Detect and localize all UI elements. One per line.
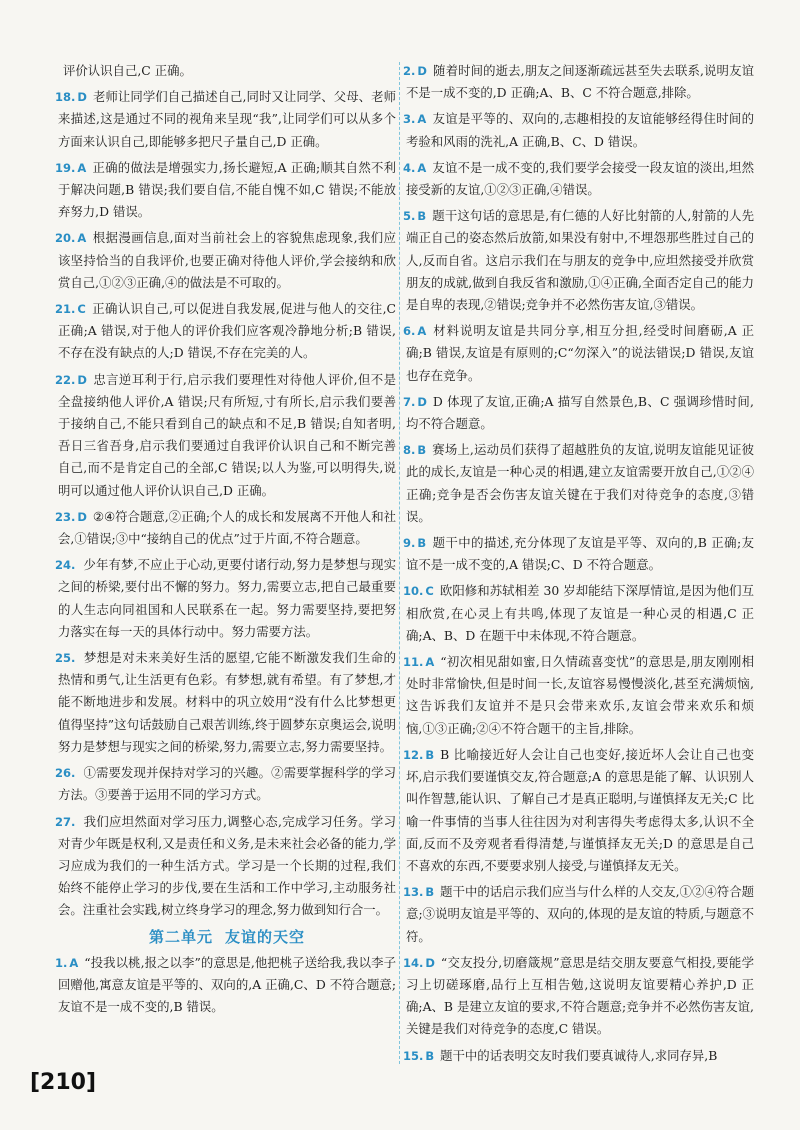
answer-entry: 9. B 题干中的描述,充分体现了友谊是平等、双向的,B 正确;友谊不是一成不变的,A 错误;C、D 不符合题意。 — [403, 535, 754, 573]
answer-entry: 4. A 友谊不是一成不变的,我们要学会接受一段友谊的淡出,坦然接受新的友谊,①②③正确,④错误。 — [403, 159, 754, 198]
answer-entry: 27. 我们应坦然面对学习压力,调整心态,完成学习任务。学习对青少年既是权利,又是责任和义务,是未来社会必备的能力,学习应成为我们的一种生活方式。学习是一个长期的过程,我们始终不能停止学习的步伐,要在生活和工作中学习,主动服务社会。注重社会实践,树立终身学习的理念,努力做到知行合一。 — [55, 813, 396, 918]
answer-entry: 7. D D 体现了友谊,正确;A 描写自然景色,B、C 强调珍惜时间,均不符合题意。 — [403, 393, 754, 432]
unit-name: 友谊的天空 — [225, 927, 306, 946]
answer-entry: 19. A 正确的做法是增强实力,扬长避短,A 正确;顺其自然不利于解决问题,B 错误;我们要自信,不能自愧不如,C 错误;不能放弃努力,D 错误。 — [55, 159, 396, 220]
answer-entry: 23. D ②④符合题意,②正确;个人的成长和发展离不开他人和社会,①错误;③中“接纳自己的优点”过于片面,不符合题意。 — [55, 508, 396, 547]
answer-entry: 14. D “交友投分,切磨箴规”意思是结交朋友要意气相投,要能学习上切磋琢磨,品行上互相告勉,这说明友谊要精心养护,D 正确;A、B 是建立友谊的要求,不符合题意;竞争并不必然伤害友谊,关键是我们对待竞争的态度,C 错误。 — [403, 954, 754, 1037]
answer-entry: 1. A “投我以桃,报之以李”的意思是,他把桃子送给我,我以李子回赠他,寓意友谊是平等的、双向的,A 正确,C、D 不符合题意;友谊不是一成不变的,B 错误。 — [55, 954, 396, 1014]
answer-entry: 26. ①需要发现并保持对学习的兴趣。②需要掌握科学的学习方法。③要善于运用不同的学习方式。 — [55, 765, 396, 803]
left-column — [55, 60, 396, 1022]
answer-entry: 18. D 老师让同学们自己描述自己,同时又让同学、父母、老师来描述,这是通过不同的视角来呈现“我”,让同学们可以从多个方面来认识自己,即能够多把尺子量自己,D 正确。 — [55, 89, 396, 149]
answer-entry: 8. B 赛场上,运动员们获得了超越胜负的友谊,说明友谊能见证彼此的成长,友谊是一种心灵的相遇,建立友谊需要开放自己,①②④正确;竞争是否会伤害友谊关键在于我们对待竞争的态度,③错误。 — [403, 442, 754, 524]
answer-entry: 15. B 题干中的话表明交友时我们要真诚待人,求同存异,B — [403, 1047, 718, 1063]
right-column — [403, 60, 754, 1071]
answer-entry: 2. D 随着时间的逝去,朋友之间逐渐疏远甚至失去联系,说明友谊不是一成不变的,D 正确;A、B、C 不符合题意,排除。 — [403, 63, 754, 101]
answer-entry: 25. 梦想是对未来美好生活的愿望,它能不断激发我们生命的热情和勇气,让生活更有色彩。有梦想,就有希望。有了梦想,才能不断地进步和发展。材料中的巩立姣用“没有什么比梦想更值得坚持”这句话鼓励自己艰苦训练,终于圆梦东京奥运会,说明努力是梦想与现实之间的桥梁,努力,需要立志,努力需要坚持。 — [55, 650, 396, 754]
column-divider — [399, 62, 400, 1064]
answer-entry: 24. 少年有梦,不应止于心动,更要付诸行动,努力是梦想与现实之间的桥梁,要付出不懈的努力。努力,需要立志,把自己最重要的人生志向同祖国和人民联系在一起。努力需要坚持,要把努力落实在每一天的具体行动中。努力需要方法。 — [55, 557, 396, 639]
answer-entry: 11. A “初次相见甜如蜜,日久情疏喜变忧”的意思是,朋友刚刚相处时非常愉快,但是时间一长,友谊容易慢慢淡化,甚至充满烦恼,这告诉我们友谊并不是只会带来欢乐,友谊会带来欢乐和烦恼,①③正确;②④不符合题干的主旨,排除。 — [403, 654, 754, 736]
unit-label: 第二单元 — [148, 927, 213, 946]
answer-entry: 21. C 正确认识自己,可以促进自我发展,促进与他人的交往,C 正确;A 错误,对于他人的评价我们应客观冷静地分析;B 错误,不存在没有缺点的人;D 错误,不存在完美的人。 — [55, 301, 396, 361]
answer-entry: 12. B B 比喻接近好人会让自己也变好,接近坏人会让自己也变坏,启示我们要谨慎交友,符合题意;A 的意思是能了解、认识别人叫作智慧,能认识、了解自己才是真正聪明,与谨慎择友无关;C 比喻一件事情的当事人往往因为对利害得失考虑得太多,认识不全面,反而不及旁观者看得清楚,与谨慎择友无关;D 的意思是自己不喜欢的东西,不要要求别人接受,与谨慎择友无关。 — [403, 746, 754, 873]
answer-entry: 评价认识自己,C 正确。 — [63, 63, 192, 78]
answer-entry: 5. B 题干这句话的意思是,有仁德的人好比射箭的人,射箭的人先端正自己的姿态然后放箭,如果没有射中,不埋怨那些胜过自己的人,反而自省。这启示我们在与朋友的竞争中,应坦然接受并欣赏朋友的成就,做到自我反省和激励,①④正确,全面否定自己的能力是自卑的表现,②错误;竞争并不必然伤害友谊,③错误。 — [403, 208, 754, 313]
answer-entry: 22. D 忠言逆耳利于行,启示我们要理性对待他人评价,但不是全盘接纳他人评价,A 错误;尺有所短,寸有所长,启示我们要善于接纳自己,不能只看到自己的缺点和不足,B 错误;自知者明,吾日三省吾身,启示我们要通过自我评价认识自己和不断完善自己,而不是肯定自己的全部,C 错误;以人为鉴,可以明得失,说明可以通过他人评价认识自己,D 正确。 — [55, 371, 396, 498]
unit-heading — [58, 926, 396, 948]
answer-entry: 20. A 根据漫画信息,面对当前社会上的容貌焦虑现象,我们应该坚持恰当的自我评价,也要正确对待他人评价,学会接纳和欣赏自己,①②③正确,④的做法是不可取的。 — [55, 230, 396, 290]
page-number: [210] — [30, 1070, 97, 1095]
answer-entry: 13. B 题干中的话启示我们应当与什么样的人交友,①②④符合题意;③说明友谊是平等的、双向的,体现的是友谊的特质,与题意不符。 — [403, 884, 754, 944]
answer-entry: 6. A 材料说明友谊是共同分享,相互分担,经受时间磨砺,A 正确;B 错误,友谊是有原则的;C“勿深入”的说法错误;D 错误,友谊也存在竞争。 — [403, 323, 754, 383]
answer-entry: 3. A 友谊是平等的、双向的,志趣相投的友谊能够经得住时间的考验和风雨的洗礼,A 正确,B、C、D 错误。 — [403, 111, 754, 149]
answer-entry: 10. C 欧阳修和苏轼相差 30 岁却能结下深厚情谊,是因为他们互相欣赏,在心灵上有共鸣,体现了友谊是一种心灵的相遇,C 正确;A、B、D 在题干中未体现,不符合题意。 — [403, 583, 754, 643]
